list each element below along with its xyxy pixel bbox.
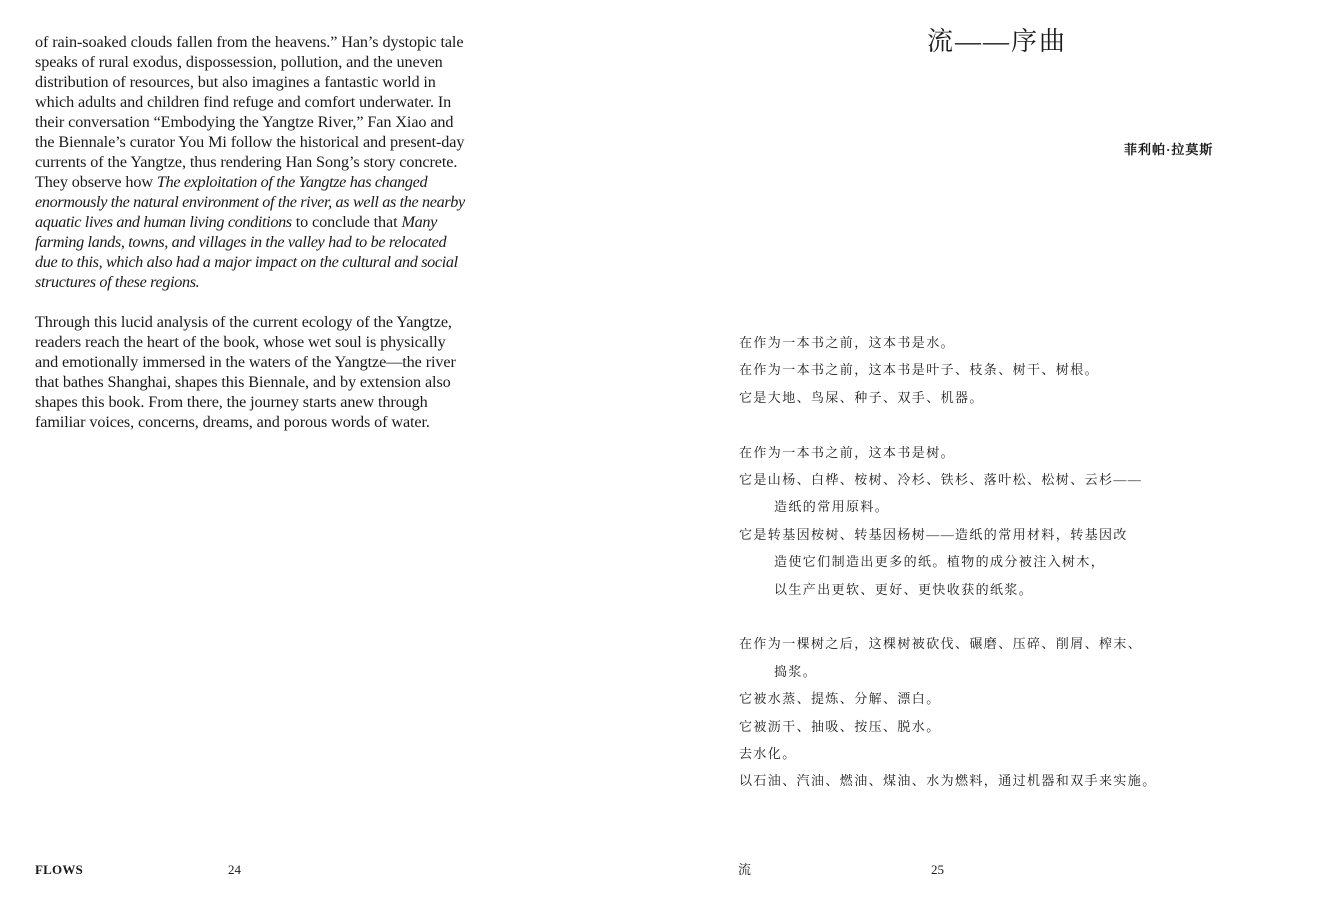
poem-line: 在作为一本书之前，这本书是叶子、枝条、树干、树根。 (739, 362, 1100, 378)
stanza (739, 630, 1199, 794)
text-run: of rain-soaked clouds fallen from the heavens.” Han’s dystopic tale speaks of rural exodus, dispossession, pollution, and the uneven distribution of resources, but also imagines a fantastic world in which adults and children find refuge and comfort underwater. In their conversation “Embodying the Yangtze River,” Fan Xiao and the Biennale’s curator You Mi follow the historical and present-day currents of the Yangtze, thus rendering Han Song’s story concrete. They observe how (35, 33, 465, 191)
paragraph (35, 312, 465, 432)
text-run: to conclude that (291, 213, 402, 231)
poem-line: 去水化。 (739, 746, 797, 762)
poem-line: 在作为一本书之前，这本书是水。 (739, 335, 956, 350)
poem-line: 以生产出更软、更好、更快收获的纸浆。 (774, 581, 1034, 597)
poem-line: 它是大地、鸟屎、种子、双手、机器。 (739, 389, 984, 405)
poem-line: 造使它们制造出更多的纸。植物的成分被注入树木， (774, 554, 1106, 570)
italic-quote: The exploitation of the Yangtze has changed enormously the natural environment of the river, as well as the nearby aquatic lives and human living conditions (35, 173, 465, 231)
poem-line: 它是转基因桉树、转基因杨树——造纸的常用材料，转基因改 (739, 526, 1128, 542)
running-head-left: FLOWS (35, 862, 83, 877)
italic-quote: Many farming lands, towns, and villages in the valley had to be relocated due to this, which also had a major impact on the cultural and social structures of these regions. (35, 213, 458, 291)
poem-line: 捣浆。 (774, 663, 818, 679)
poem-line: 在作为一棵树之后，这棵树被砍伐、碾磨、压碎、削屑、榨末、 (739, 636, 1143, 652)
text-run: Through this lucid analysis of the current ecology of the Yangtze, readers reach the heart of the book, whose wet soul is physically and emotionally immersed in the waters of the Yangtze—the river that bathes Shanghai, shapes this Biennale, and by extension also shapes this book. From there, the journey starts anew through familiar voices, concerns, dreams, and porous words of water. (35, 313, 456, 431)
poem-line: 它被沥干、抽吸、按压、脱水。 (739, 718, 941, 734)
poem-line: 以石油、汽油、燃油、煤油、水为燃料，通过机器和双手来实施。 (739, 773, 1157, 789)
stanza (739, 439, 1199, 603)
right-page (667, 0, 1334, 913)
poem-line: 造纸的常用原料。 (774, 499, 890, 515)
poem-line: 它是山杨、白桦、桉树、冷杉、铁杉、落叶松、松树、云杉—— (739, 472, 1143, 488)
author-name: 菲利帕·拉莫斯 (1124, 142, 1214, 157)
page-number-left: 24 (228, 862, 241, 877)
paragraph (35, 32, 465, 292)
poem (739, 329, 1199, 795)
stanza (739, 329, 1199, 411)
page-number-right: 25 (931, 862, 944, 877)
poem-line: 在作为一本书之前，这本书是树。 (739, 444, 956, 460)
chapter-title: 流——序曲 (927, 27, 1068, 56)
poem-line: 它被水蒸、提炼、分解、漂白。 (739, 691, 941, 707)
body-text (35, 32, 465, 432)
running-head-right: 流 (738, 862, 752, 877)
